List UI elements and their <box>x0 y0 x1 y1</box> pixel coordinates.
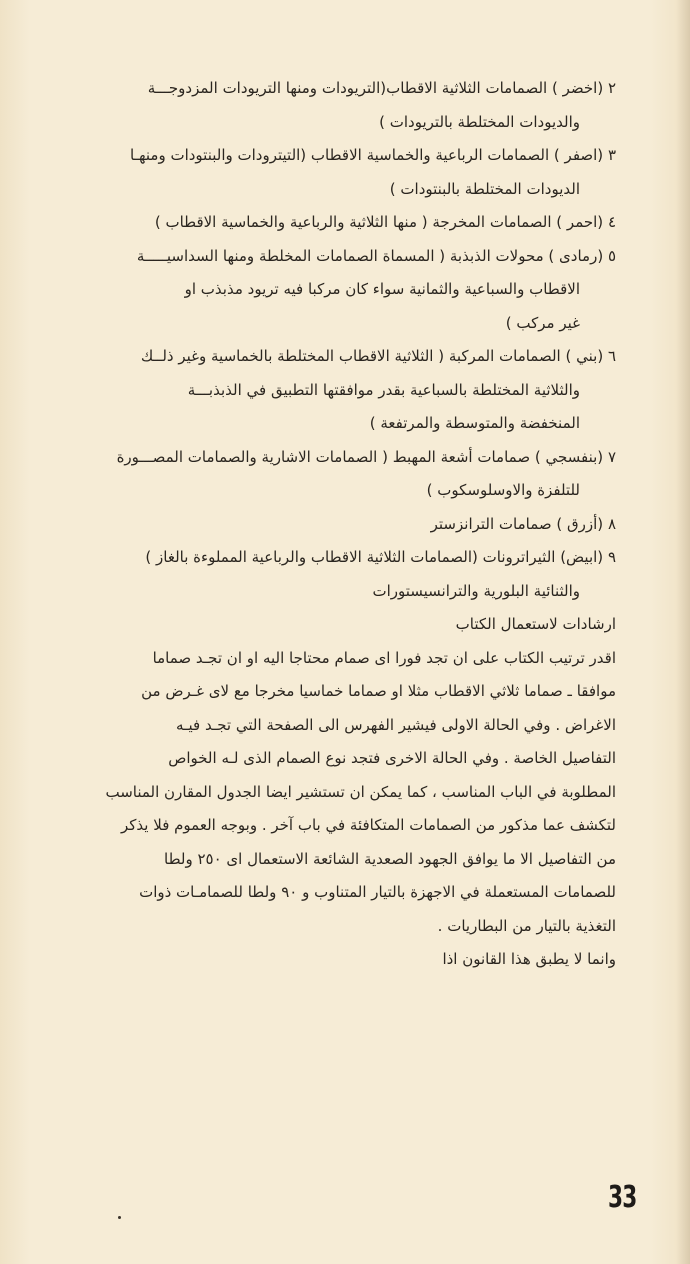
text-line: الديودات المختلطة بالبنتودات ) <box>389 179 580 198</box>
text-line-item-2: ٢ (اخضر ) الصمامات الثلاثية الاقطاب(التريودات ومنها التريودات المزدوجـــة <box>147 79 616 97</box>
text-line-item-5: ٥ (رمادى ) محولات الذبذبة ( المسماة الصمامات المخلطة ومنها السداسيـــــة <box>136 246 616 265</box>
text-line: والثلاثية المختلطة بالسباعية بقدر موافقتها التطبيق في الذبذبـــة <box>187 380 580 399</box>
text-line: الاقطاب والسباعية والثمانية سواء كان مركبا فيه تريود مذبذب او <box>184 280 580 298</box>
text-line-item-8: ٨ (أزرق ) صمامات الترانزستر <box>430 514 616 533</box>
paragraph-line: للصمامات المستعملة في الاجهزة بالتيار المتناوب و ٩٠ ولطا للصمامـات ذوات <box>139 883 616 901</box>
text-line: والثنائية البلورية والترانسيستورات <box>372 581 580 600</box>
paragraph-line: التغذية بالتيار من البطاريات . <box>437 916 616 935</box>
text-line-item-3: ٣ (اصفر ) الصمامات الرباعية والخماسية الاقطاب (التيترودات والبنتودات ومنهـا <box>130 146 616 164</box>
paragraph-line: اقدر ترتيب الكتاب على ان تجد فورا اى صمام محتاجا اليه او ان تجـد صماما <box>152 648 616 667</box>
paragraph-line: التفاصيل الخاصة . وفي الحالة الاخرى فتجد نوع الصمام الذى لـه الخواص <box>168 749 616 767</box>
text-line-item-9: ٩ (ابيض) الثيراترونات (الصمامات الثلاثية الاقطاب والرباعية المملوءة بالغاز ) <box>145 548 616 566</box>
text-line-item-7: ٧ (بنفسجي ) صمامات أشعة المهبط ( الصمامات الاشارية والصمامات المصـــورة <box>116 447 616 466</box>
text-line: المنخفضة والمتوسطة والمرتفعة ) <box>369 414 580 432</box>
paragraph-line: المطلوبة في الباب المناسب ، كما يمكن ان تستشير ايضا الجدول المقارن المناسب <box>105 782 616 801</box>
page-text <box>38 72 616 977</box>
page-edge-shadow <box>676 0 690 1264</box>
text-line-item-6: ٦ (بني ) الصمامات المركبة ( الثلاثية الاقطاب المختلطة بالخماسية وغير ذلــك <box>140 347 616 365</box>
text-line: للتلفزة والاوسلوسكوب ) <box>426 481 580 499</box>
ink-dot <box>118 1216 121 1219</box>
section-heading: ارشادات لاستعمال الكتاب <box>455 615 616 633</box>
paragraph-line: من التفاصيل الا ما يوافق الجهود الصعدية الشائعة الاستعمال اى ٢٥٠ ولطا <box>164 849 616 868</box>
paragraph-line: وانما لا يطبق هذا القانون اذا <box>442 950 616 968</box>
paragraph-line: الاغراض . وفي الحالة الاولى فيشير الفهرس الى الصفحة التي تجـد فيـه <box>176 715 616 734</box>
page-number: 33 <box>608 1180 637 1215</box>
paragraph-line: لتكشف عما مذكور من الصمامات المتكافئة في باب آخر . وبوجه العموم فلا يذكر <box>121 816 616 834</box>
text-line-item-4: ٤ (احمر ) الصمامات المخرجة ( منها الثلاثية والرباعية والخماسية الاقطاب ) <box>154 213 616 231</box>
text-line: والديودات المختلطة بالتريودات ) <box>379 112 580 131</box>
text-line: غير مركب ) <box>505 313 580 332</box>
paragraph-line: موافقا ـ صماما ثلاثي الاقطاب مثلا او صماما خماسيا مخرجا مع لاى غـرض من <box>141 682 616 700</box>
